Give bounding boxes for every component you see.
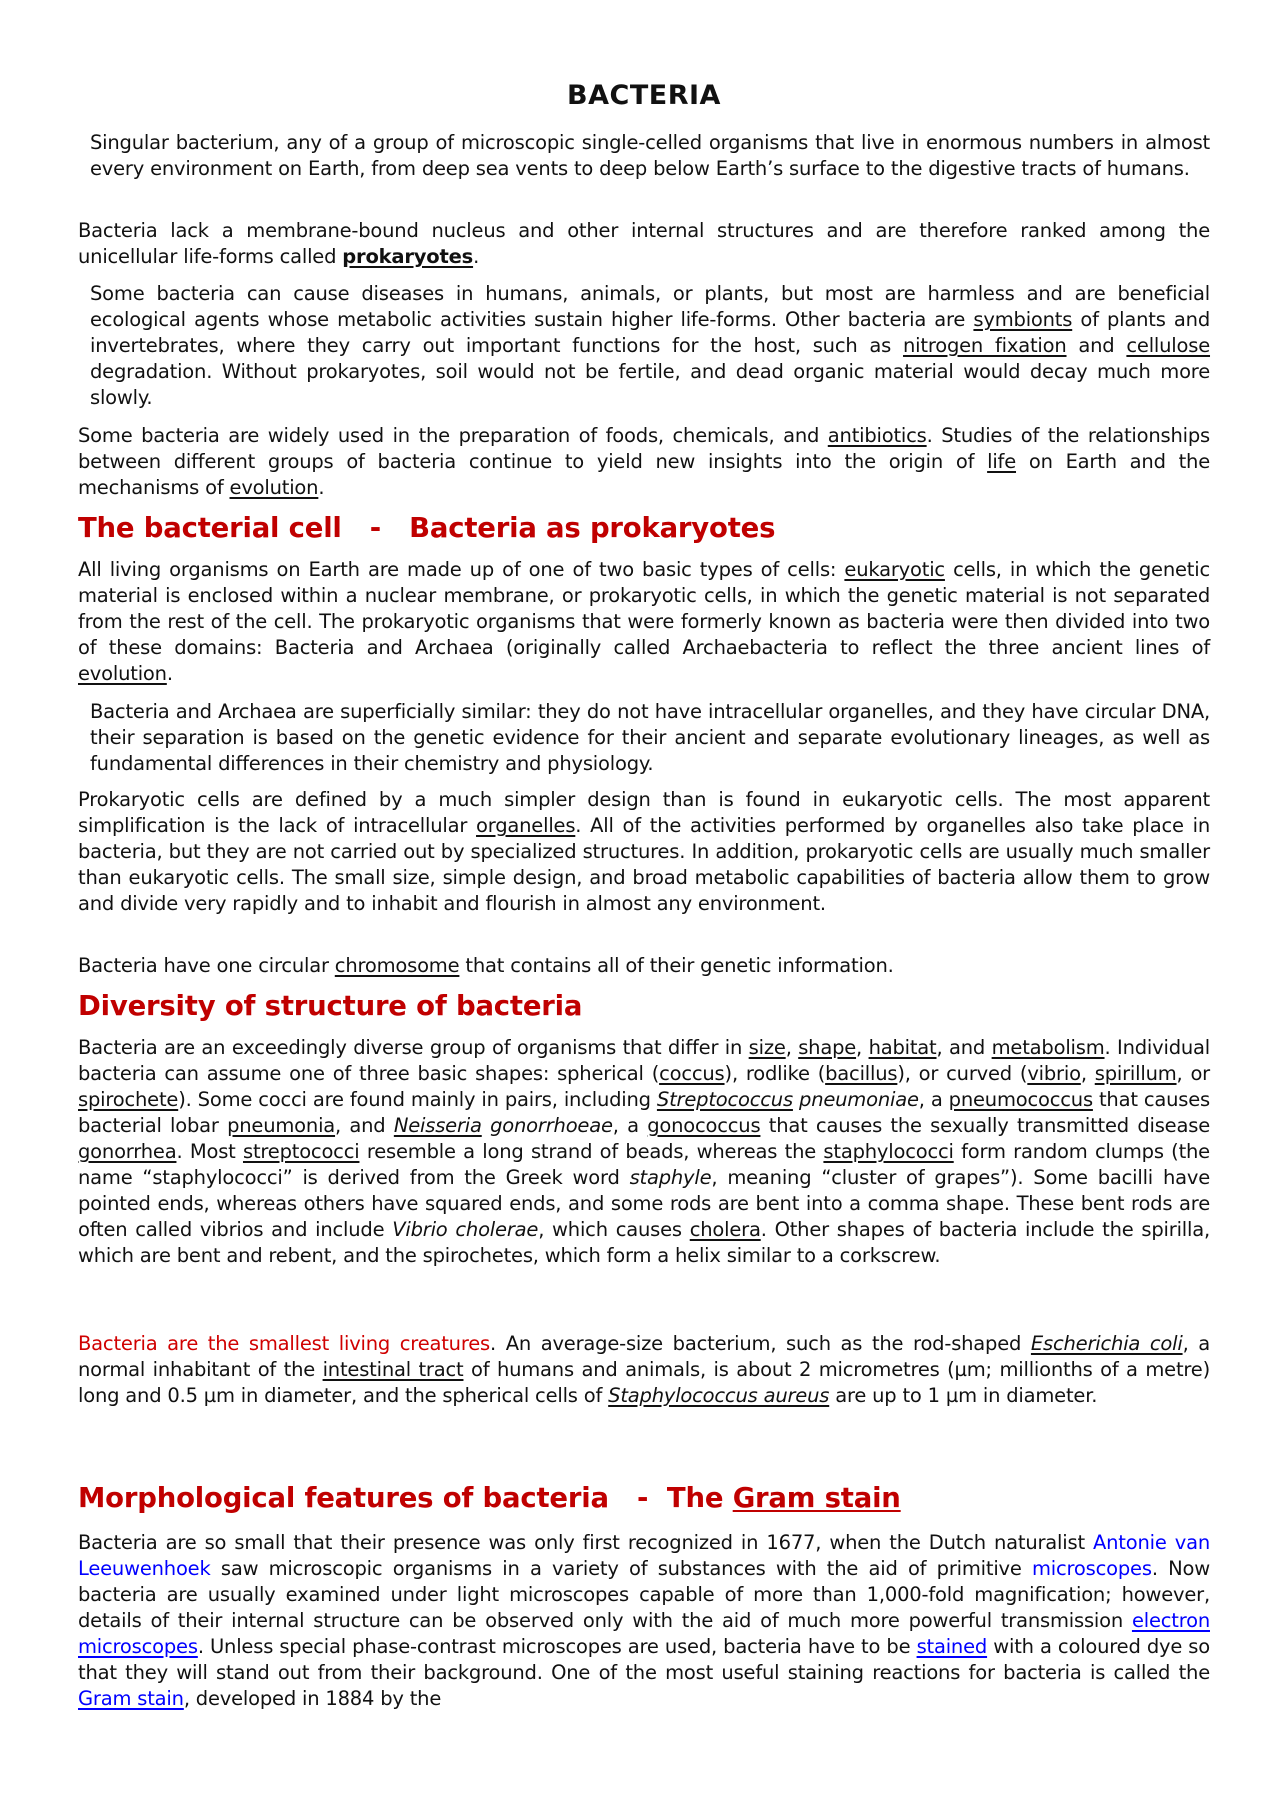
section-heading-bacterial-cell: The bacterial cell - Bacteria as prokaryotes	[78, 512, 776, 544]
section1-paragraph-1	[78, 557, 1210, 687]
link-chromosome[interactable]: chromosome	[334, 954, 460, 977]
intro-paragraph-1: Singular bacterium, any of a group of microscopic single-celled organisms that live in enormous numbers in almost every environment on Earth, from deep sea vents to deep below Earth’s surface to the digestive tracts of humans.	[90, 131, 1210, 180]
link-streptococci[interactable]: streptococci	[242, 1140, 360, 1163]
text: and	[1066, 334, 1127, 357]
heading-text: Morphological features of bacteria - The	[78, 1482, 733, 1514]
text: of plants and invertebrates, where they carry out important functions for the host, such as	[90, 308, 1211, 357]
text: .	[318, 476, 325, 499]
text: . Studies of the relationships between different groups of bacteria continue to yield new insights into the origin of	[78, 424, 1211, 473]
page-title: BACTERIA	[567, 80, 721, 111]
link-symbionts[interactable]: symbionts	[973, 308, 1073, 331]
highlighted-text: Bacteria are the smallest living creatures	[78, 1332, 490, 1355]
text: . All of the activities performed by organelles also take place in bacteria, but they are not carried out by specialized structures. In addition, prokaryotic cells are usually much smaller than eukaryotic cells. The small size, simple design, and broad metabolic capabilities of bacteria allow them to grow and divide very rapidly and to inhabit and flourish in almost any environment.	[78, 814, 1210, 915]
link-intestinal-tract[interactable]: intestinal tract	[322, 1358, 464, 1381]
link-spirillum[interactable]: spirillum	[1094, 1062, 1177, 1085]
link-eukaryotic[interactable]: eukaryotic	[844, 558, 945, 581]
link-size[interactable]: size	[748, 1036, 786, 1059]
text: , meaning “cluster of grapes”). Some bacilli have pointed ends, whereas others have squared ends, and some rods are bent into a comma shape. These bent rods are often called vibrios and include	[78, 1166, 1210, 1241]
link-microscopes[interactable]: microscopes	[1032, 1557, 1152, 1580]
text: . An average-size bacterium, such as the rod-shaped	[490, 1332, 1031, 1355]
link-electron-microscopes[interactable]: electron microscopes	[78, 1609, 1210, 1658]
text: ,	[856, 1036, 869, 1059]
text: ,	[785, 1036, 799, 1059]
text: , and	[936, 1036, 992, 1059]
text: of humans and animals, is about 2 micrometres (µm; millionths of a metre) long and 0.5 µm in diameter, and the spherical cells of	[78, 1358, 1210, 1407]
link-gonorrhea[interactable]: gonorrhea	[78, 1140, 177, 1163]
link-neisseria[interactable]: Neisseria	[393, 1114, 482, 1137]
text: , developed in 1884 by the	[183, 1687, 442, 1710]
text: ,	[1080, 1062, 1095, 1085]
link-stained[interactable]: stained	[916, 1635, 988, 1658]
link-escherichia-coli[interactable]: Escherichia coli	[1030, 1332, 1183, 1355]
section1-paragraph-3	[78, 787, 1210, 917]
link-bacillus[interactable]: bacillus	[825, 1062, 898, 1085]
link-cellulose[interactable]: cellulose	[1126, 334, 1211, 357]
link-prokaryotes[interactable]: prokaryotes	[342, 245, 474, 268]
link-spirochete[interactable]: spirochete	[78, 1088, 179, 1111]
text: . Unless special phase-contrast microscopes are used, bacteria have to be	[197, 1635, 917, 1658]
section-heading-diversity: Diversity of structure of bacteria	[78, 990, 583, 1022]
link-gram-stain[interactable]: Gram stain	[78, 1687, 184, 1710]
text: ). Some cocci are found mainly in pairs, including	[178, 1088, 657, 1111]
text: Bacteria are an exceedingly diverse group of organisms that differ in	[78, 1036, 749, 1059]
link-antibiotics[interactable]: antibiotics	[827, 424, 927, 447]
link-evolution[interactable]: evolution	[229, 476, 319, 499]
text: saw microscopic organisms in a variety of substances with the aid of primitive	[210, 1557, 1032, 1580]
intro-paragraph-3	[78, 281, 1210, 411]
section-heading-morphological	[78, 1482, 901, 1514]
text: , a	[918, 1088, 949, 1111]
link-gonococcus[interactable]: gonococcus	[647, 1114, 761, 1137]
text: . Most	[176, 1140, 243, 1163]
text: Bacteria have one circular	[78, 954, 335, 977]
link-cholera[interactable]: cholera	[689, 1218, 761, 1241]
link-habitat[interactable]: habitat	[868, 1036, 937, 1059]
text: resemble a long strand of beads, whereas the	[359, 1140, 824, 1163]
text: . Now bacteria are usually examined under light microscopes capable of more than 1,000-fold magnification; however, details of their internal structure can be observed only with the aid of much more powerful transmission	[78, 1557, 1210, 1632]
italic-text: gonorrhoeae	[481, 1114, 613, 1137]
intro-paragraph-4	[78, 423, 1210, 501]
link-organelles[interactable]: organelles	[476, 814, 576, 837]
text: .	[473, 245, 480, 268]
text: degradation. Without prokaryotes, soil would not be fertile, and dead organic material would decay much more slowly.	[90, 360, 1210, 409]
text: .	[166, 662, 173, 685]
text: that causes bacterial lobar	[78, 1088, 1211, 1137]
link-coccus[interactable]: coccus	[659, 1062, 725, 1085]
text: Bacteria lack a membrane-bound nucleus and other internal structures and are therefore ranked among the unicellular life-forms called	[78, 219, 1210, 268]
italic-text: Vibrio cholerae	[392, 1218, 539, 1241]
text: are up to 1 µm in diameter.	[829, 1384, 1098, 1407]
text: Some bacteria can cause diseases in humans, animals, or plants, but most are harmless and are beneficial ecological agents whose metabolic activities sustain higher life-forms. Other bacteria are	[90, 282, 1210, 331]
text: Prokaryotic cells are defined by a much simpler design than is found in eukaryotic cells. The most apparent simplification is the lack of intracellular	[78, 788, 1210, 837]
text: , or	[1176, 1062, 1210, 1085]
text: ), rodlike (	[724, 1062, 826, 1085]
link-staphylococci[interactable]: staphylococci	[823, 1140, 954, 1163]
link-evolution-2[interactable]: evolution	[78, 662, 167, 685]
link-metabolism[interactable]: metabolism	[991, 1036, 1105, 1059]
section3-paragraph-1	[78, 1530, 1210, 1712]
link-pneumococcus[interactable]: pneumococcus	[948, 1088, 1093, 1111]
text: on Earth and the mechanisms of	[78, 450, 1211, 499]
section1-paragraph-2: Bacteria and Archaea are superficially similar: they do not have intracellular organelles, and they have circular DNA, their separation is based on the genetic evidence for their ancient and separate evolutionary lineages, as well as fundamental differences in their chemistry and physiology.	[90, 700, 1210, 775]
text: cells, in which the genetic material is enclosed within a nuclear membrane, or prokaryotic cells, in which the genetic material is not separated from the rest of the cell. The prokaryotic organisms that were formerly known as bacteria were then divided into two of these domains: Bacteria and Archaea (originally called Archaebacteria to reflect the three ancient lines of	[78, 558, 1210, 659]
link-streptococcus[interactable]: Streptococcus	[656, 1088, 793, 1111]
section2-paragraph-2	[78, 1331, 1210, 1409]
italic-text: pneumoniae	[792, 1088, 919, 1111]
text: ), or curved (	[897, 1062, 1028, 1085]
text: Bacteria are so small that their presence was only first recognized in 1677, when the Dutch naturalist	[78, 1531, 1093, 1554]
link-shape[interactable]: shape	[798, 1036, 857, 1059]
text: with a coloured dye so that they will stand out from their background. One of the most useful staining reactions for bacteria is called the	[78, 1635, 1211, 1684]
link-gram-stain-heading[interactable]: Gram stain	[732, 1482, 901, 1514]
text: , a	[612, 1114, 648, 1137]
link-antonie-van-leeuwenhoek[interactable]: Antonie van Leeuwenhoek	[78, 1531, 1210, 1580]
text: , and	[335, 1114, 394, 1137]
text: , which causes	[538, 1218, 690, 1241]
link-life[interactable]: life	[987, 450, 1017, 473]
link-vibrio[interactable]: vibrio	[1027, 1062, 1081, 1085]
section2-paragraph-1	[78, 1035, 1210, 1269]
text: that causes the sexually transmitted disease	[760, 1114, 1210, 1137]
text: . Other shapes of bacteria include the spirilla, which are bent and rebent, and the spirochetes, which form a helix similar to a corkscrew.	[78, 1218, 1210, 1267]
text: that contains all of their genetic information.	[459, 954, 894, 977]
intro-paragraph-2	[78, 218, 1210, 270]
text: form random clumps (the name “staphylococci” is derived from the Greek word	[78, 1140, 1210, 1189]
link-staphylococcus-aureus[interactable]: Staphylococcus aureus	[608, 1384, 830, 1407]
link-pneumonia[interactable]: pneumonia	[227, 1114, 336, 1137]
text: Some bacteria are widely used in the preparation of foods, chemicals, and	[78, 424, 828, 447]
italic-text: staphyle	[629, 1166, 712, 1189]
text: All living organisms on Earth are made up of one of two basic types of cells:	[78, 558, 845, 581]
text: . Individual bacteria can assume one of three basic shapes: spherical (	[78, 1036, 1210, 1085]
text: , a normal inhabitant of the	[78, 1332, 1211, 1381]
section1-paragraph-4	[78, 953, 1210, 979]
link-nitrogen-fixation[interactable]: nitrogen fixation	[903, 334, 1067, 357]
